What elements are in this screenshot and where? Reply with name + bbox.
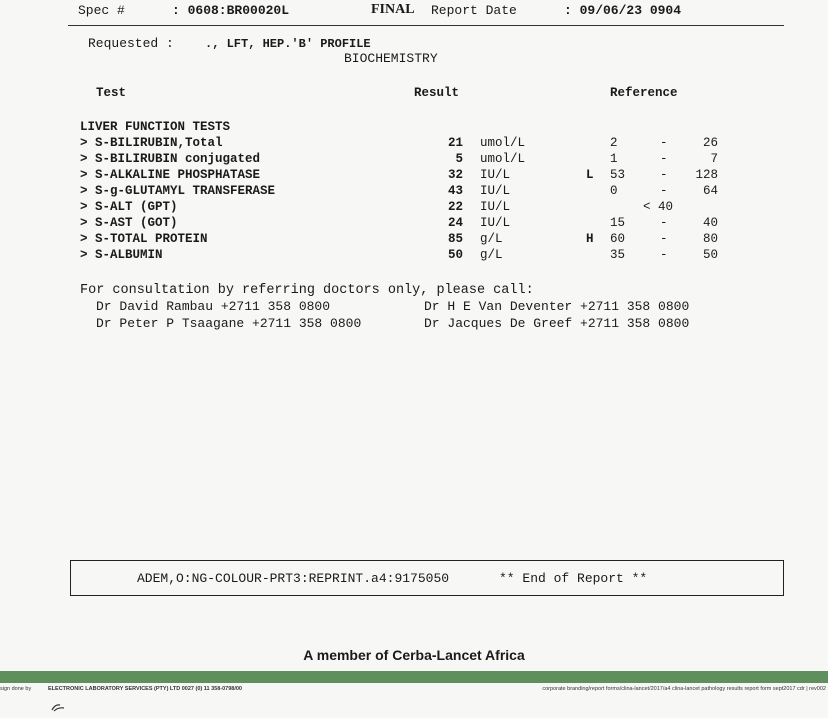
report-date-value: : 09/06/23 0904	[564, 3, 682, 18]
section-title: BIOCHEMISTRY	[344, 51, 438, 66]
table-row	[0, 152, 828, 168]
doctor-contact: Dr Peter P Tsaagane +2711 358 0800	[96, 316, 362, 331]
test-name: > S-ALBUMIN	[80, 248, 163, 262]
table-row	[0, 216, 828, 232]
test-flag: H	[586, 232, 594, 246]
test-unit: g/L	[480, 232, 503, 246]
spec-label: Spec #	[78, 3, 125, 18]
ref-low: 53	[610, 168, 626, 182]
footer-company: ELECTRONIC LABORATORY SERVICES (PTY) LTD 0027 (0) 11 358-0798/00	[48, 686, 242, 692]
ref-sep: -	[660, 184, 668, 198]
header-divider	[68, 25, 784, 26]
ref-high: 40	[702, 216, 718, 230]
test-unit: IU/L	[480, 184, 511, 198]
column-result: Result	[414, 86, 460, 100]
ref-low: 15	[610, 216, 626, 230]
group-title: LIVER FUNCTION TESTS	[80, 120, 231, 134]
table-row	[0, 200, 828, 216]
ref-high: 128	[695, 168, 718, 182]
spec-value: : 0608:BR00020L	[172, 3, 290, 18]
test-result: 85	[447, 232, 463, 246]
test-result: 21	[447, 136, 463, 150]
ref-low: 0	[610, 184, 618, 198]
doctor-contact: Dr David Rambau +2711 358 0800	[96, 299, 331, 314]
ref-high: 26	[702, 136, 718, 150]
requested-value: ., LFT, HEP.'B' PROFILE	[205, 37, 371, 51]
test-unit: g/L	[480, 248, 503, 262]
test-unit: umol/L	[480, 136, 526, 150]
ref-high: 64	[702, 184, 718, 198]
consultation-intro: For consultation by referring doctors only, please call:	[80, 283, 534, 298]
report-date-label: Report Date	[431, 3, 517, 18]
report-code: ADEM,O:NG-COLOUR-PRT3:REPRINT.a4:9175050	[137, 571, 450, 586]
table-row	[0, 136, 828, 152]
ref-sep: -	[660, 232, 668, 246]
column-test: Test	[96, 86, 127, 100]
test-unit: IU/L	[480, 216, 511, 230]
ref-low: 35	[610, 248, 626, 262]
footer-bar	[0, 671, 828, 683]
test-name: > S-g-GLUTAMYL TRANSFERASE	[80, 184, 276, 198]
footer-prefix: sign done by	[0, 686, 32, 692]
ref-high: 7	[710, 152, 718, 166]
test-name: > S-ALKALINE PHOSPHATASE	[80, 168, 261, 182]
ref-sep: -	[660, 136, 668, 150]
ref-sep: -	[660, 168, 668, 182]
footer-form-path: corporate branding/report forms/clina-lancet/2017/a4 clina-lancet pathology results report form sept2017 cdr | rev002	[542, 686, 826, 692]
final-label: FINAL	[371, 2, 415, 17]
test-name: > S-BILIRUBIN,Total	[80, 136, 223, 150]
ref-sep: -	[660, 152, 668, 166]
end-of-report-text: ** End of Report **	[499, 571, 648, 586]
requested-label: Requested :	[88, 36, 174, 51]
ref-high: 50	[702, 248, 718, 262]
test-name: > S-TOTAL PROTEIN	[80, 232, 208, 246]
ref-low: 2	[610, 136, 618, 150]
doctor-contact: Dr Jacques De Greef +2711 358 0800	[424, 316, 690, 331]
test-flag: L	[586, 168, 594, 182]
ref-sep: -	[660, 216, 668, 230]
test-unit: IU/L	[480, 200, 511, 214]
test-unit: IU/L	[480, 168, 511, 182]
test-result: 24	[447, 216, 463, 230]
test-result: 50	[447, 248, 463, 262]
table-row	[0, 232, 828, 248]
test-name: > S-BILIRUBIN conjugated	[80, 152, 261, 166]
table-row	[0, 184, 828, 200]
test-result: 32	[447, 168, 463, 182]
ref-low: 60	[610, 232, 626, 246]
ref-sep: -	[660, 248, 668, 262]
test-result: 22	[447, 200, 463, 214]
test-result: 5	[455, 152, 463, 166]
doctor-contact: Dr H E Van Deventer +2711 358 0800	[424, 299, 690, 314]
test-name: > S-ALT (GPT)	[80, 200, 178, 214]
test-name: > S-AST (GOT)	[80, 216, 178, 230]
ref-high: 80	[702, 232, 718, 246]
member-text: A member of Cerba-Lancet Africa	[303, 647, 525, 663]
column-reference: Reference	[610, 86, 678, 100]
end-of-report-box	[70, 560, 784, 596]
test-unit: umol/L	[480, 152, 526, 166]
table-row	[0, 168, 828, 184]
ref-sep: < 40	[643, 200, 674, 214]
table-row	[0, 248, 828, 264]
ref-low: 1	[610, 152, 618, 166]
test-result: 43	[447, 184, 463, 198]
